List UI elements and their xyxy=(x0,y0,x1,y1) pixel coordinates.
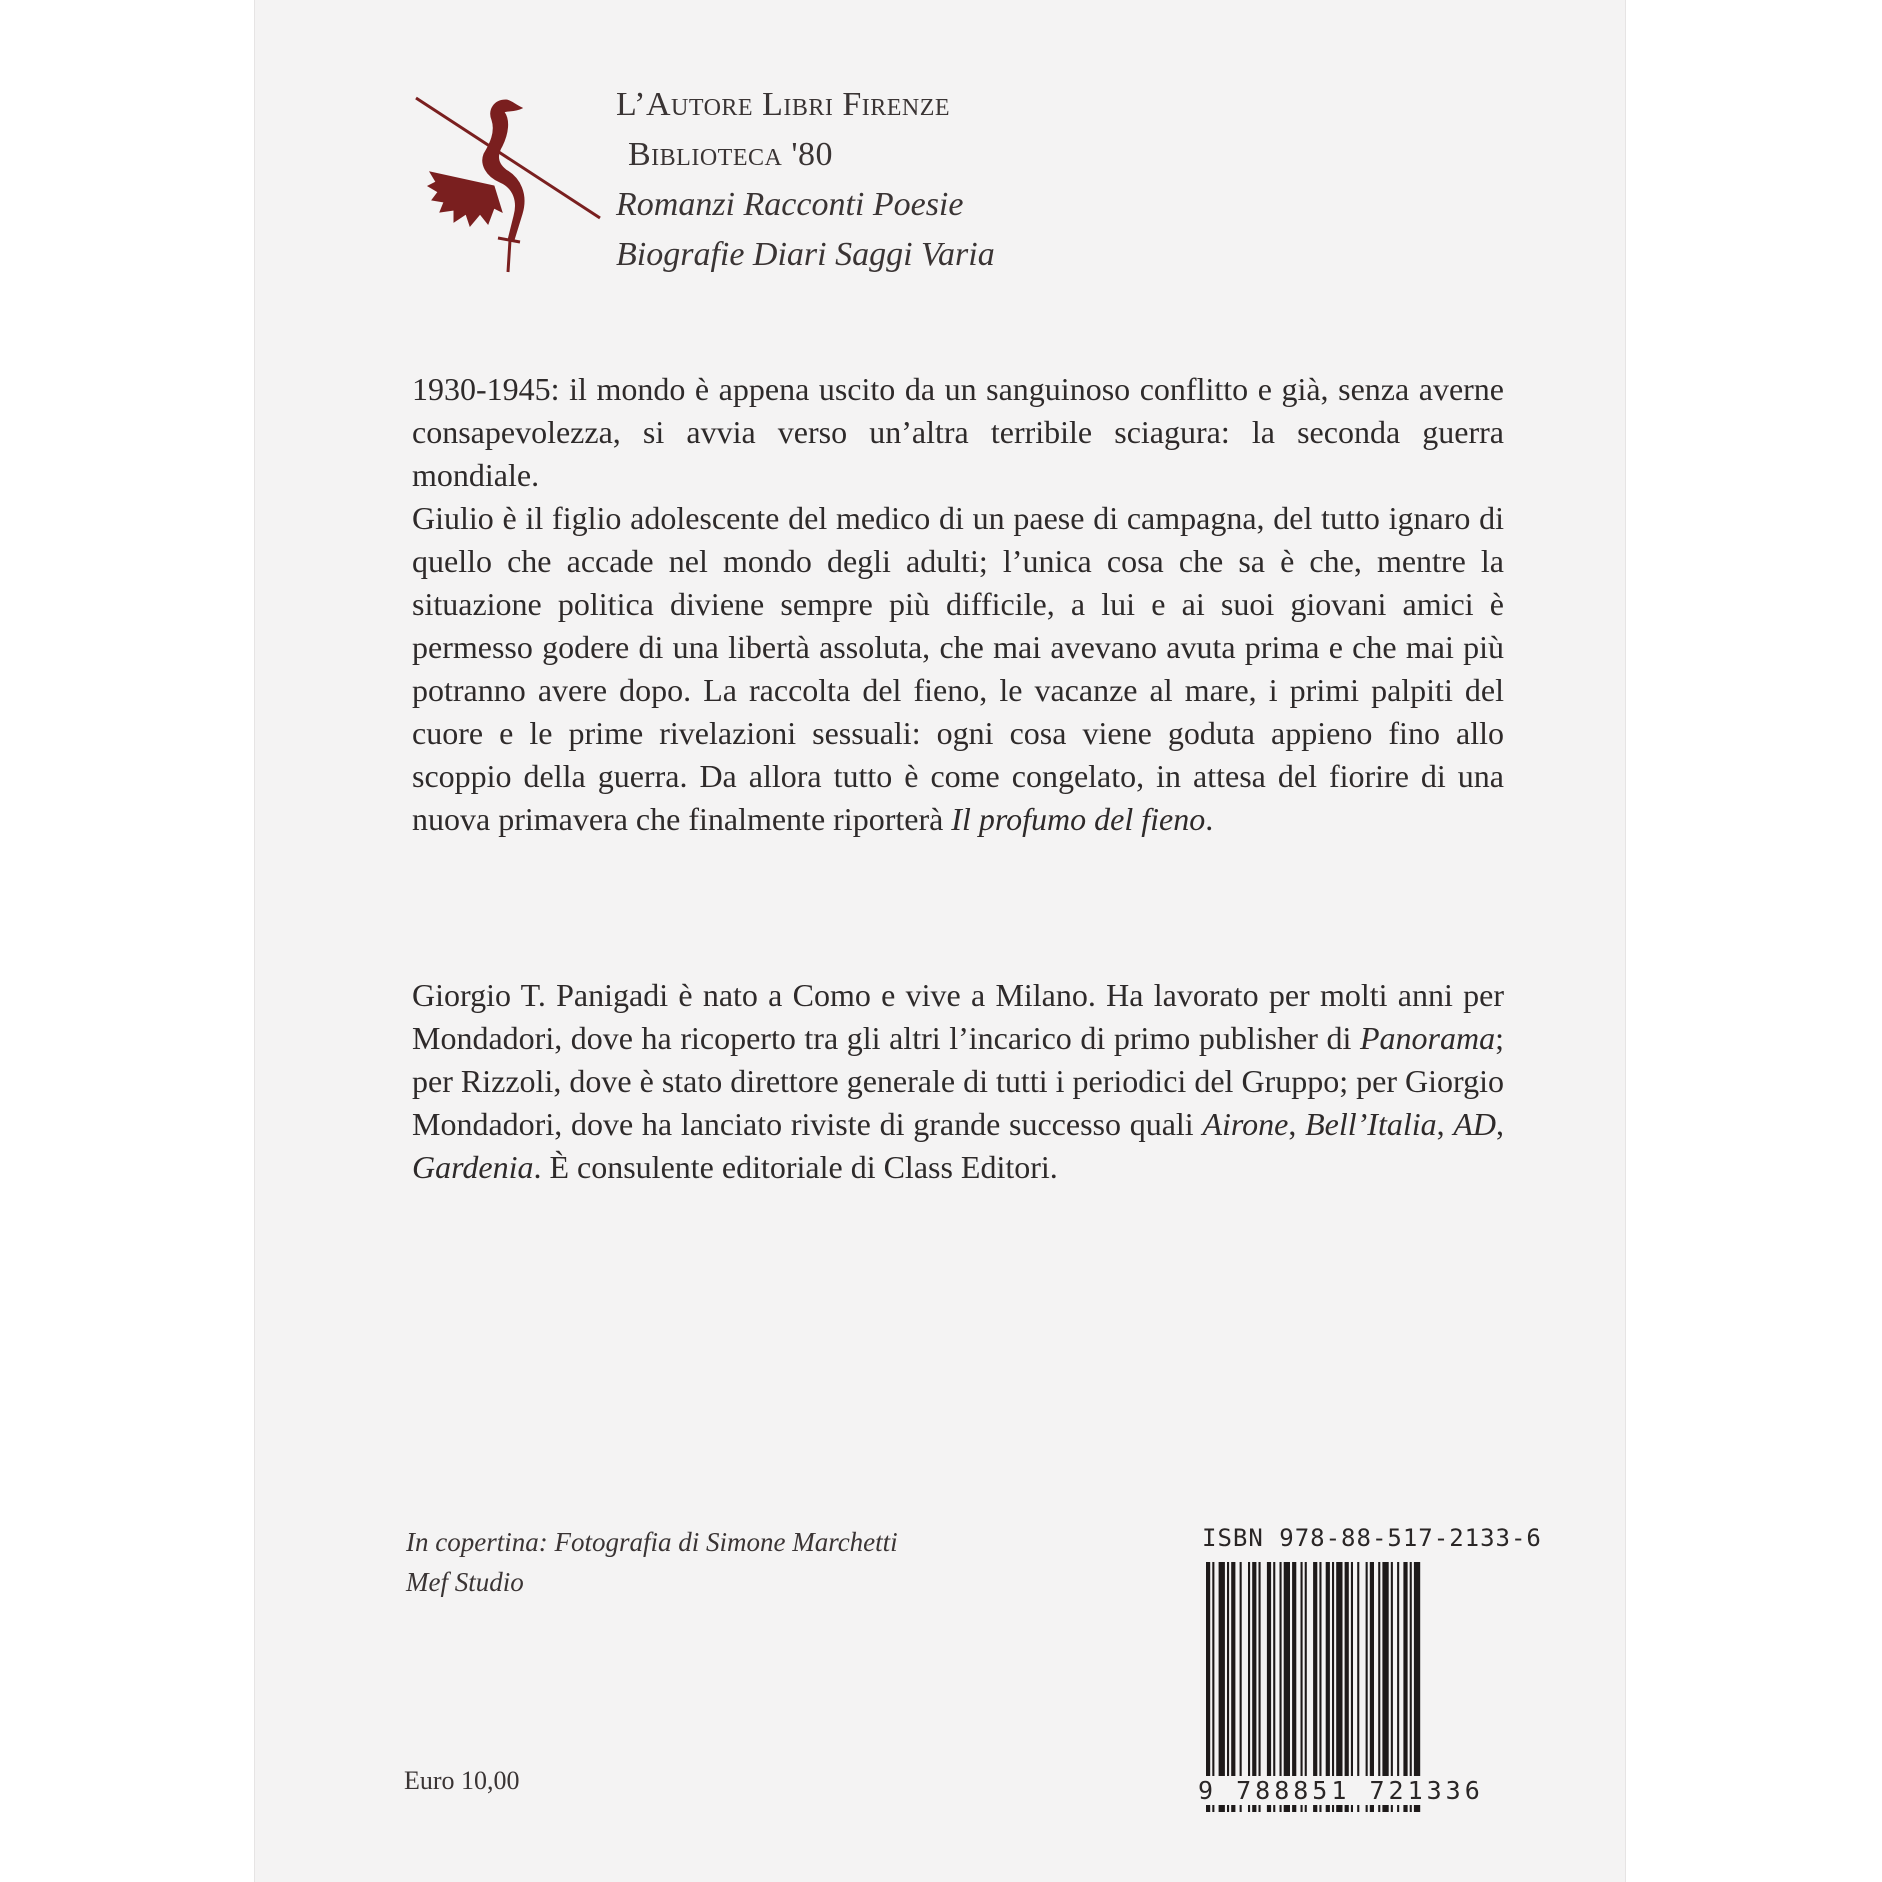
cover-credit-line-1: In copertina: Fotografia di Simone Marchetti xyxy=(406,1527,898,1557)
isbn-label: ISBN 978-88-517-2133-6 xyxy=(1202,1524,1542,1552)
barcode-bar xyxy=(1252,1562,1256,1812)
barcode-bar xyxy=(1280,1562,1282,1812)
magazine-panorama: Panorama xyxy=(1360,1020,1496,1056)
barcode-bar xyxy=(1382,1562,1388,1812)
separator: , xyxy=(1436,1106,1454,1142)
barcode-bar xyxy=(1284,1562,1290,1812)
barcode-bar xyxy=(1240,1562,1242,1812)
publisher-block xyxy=(616,80,995,280)
blurb-paragraph-1: 1930-1945: il mondo è appena uscito da un sanguinoso conflitto e già, senza averne consapevolezza, si avvia verso un’altra terribile sciagura: la seconda guerra mondiale. xyxy=(412,371,1504,493)
barcode-bar xyxy=(1351,1562,1353,1812)
cover-credit xyxy=(406,1522,898,1602)
genres-line-1: Romanzi Racconti Poesie xyxy=(616,186,964,223)
barcode-bar xyxy=(1332,1562,1334,1812)
bio-text-2: ; per Rizzoli, dove è stato direttore generale di tutti i periodici del Gruppo; per Giorgio Mondadori, dove ha lanciato riviste di grande successo quali xyxy=(412,1020,1504,1142)
isbn-digits: 9 788851 721336 xyxy=(1196,1776,1508,1805)
price-label: Euro 10,00 xyxy=(404,1766,520,1795)
barcode-bar xyxy=(1391,1562,1393,1812)
barcode-bar xyxy=(1305,1562,1307,1812)
blurb-text: Giulio è il figlio adolescente del medico di un paese di campagna, del tutto ignaro di quello che accade nel mondo degli adulti; l’unica cosa che sa è che, mentre la situazione politica diviene sempre più difficile, a lui e ai suoi giovani amici è permesso godere di una libertà assoluta, che mai avevano avuta prima e che mai più potranno avere dopo. La raccolta del fieno, le vacanze al mare, i primi palpiti del cuore e le prime rivelazioni sessuali: ogni cosa viene goduta appieno fino allo scoppio della guerra. Da allora tutto è come congelato, in attesa del fiorire di una nuova primavera che finalmente riporterà xyxy=(412,500,1504,837)
barcode-bar xyxy=(1326,1562,1330,1812)
genres-line-2: Biografie Diari Saggi Varia xyxy=(616,236,995,273)
separator: , xyxy=(1496,1106,1505,1142)
barcode-bar xyxy=(1212,1562,1214,1812)
barcode-bar xyxy=(1414,1562,1420,1812)
cover-credit-line-2: Mef Studio xyxy=(406,1567,524,1597)
barcode-bar xyxy=(1370,1562,1374,1812)
publisher-name: L’Autore Libri Firenze xyxy=(616,86,951,123)
book-title: Il profumo del fieno xyxy=(951,801,1206,837)
series-name: Biblioteca '80 xyxy=(628,136,833,173)
magazine-gardenia: Gardenia xyxy=(412,1149,534,1185)
book-blurb xyxy=(412,368,1504,841)
barcode-bar xyxy=(1248,1562,1250,1812)
magazine-airone: Airone xyxy=(1202,1106,1289,1142)
barcode xyxy=(1200,1562,1500,1812)
barcode-bar xyxy=(1206,1562,1210,1812)
barcode-bar xyxy=(1319,1562,1321,1812)
author-bio xyxy=(412,974,1504,1189)
barcode-bar xyxy=(1345,1562,1349,1812)
barcode-bar xyxy=(1403,1562,1407,1812)
barcode-bar xyxy=(1336,1562,1342,1812)
barcode-bar xyxy=(1273,1562,1275,1812)
blurb-paragraph-2 xyxy=(412,497,1504,841)
bio-text-1: Giorgio T. Panigadi è nato a Como e vive a Milano. Ha lavorato per molti anni per Mondadori, dove ha ricoperto tra gli altri l’incarico di primo publisher di xyxy=(412,977,1504,1056)
magazine-ad: AD xyxy=(1453,1106,1497,1142)
barcode-bar xyxy=(1357,1562,1359,1812)
barcode-bar xyxy=(1397,1562,1399,1812)
barcode-bar xyxy=(1227,1562,1229,1812)
blurb-end: . xyxy=(1205,801,1214,837)
barcode-bar xyxy=(1366,1562,1368,1812)
barcode-bar xyxy=(1410,1562,1412,1812)
barcode-bar xyxy=(1267,1562,1271,1812)
barcode-bar xyxy=(1292,1562,1296,1812)
barcode-bar xyxy=(1301,1562,1303,1812)
bio-text-3: . È consulente editoriale di Class Editori. xyxy=(533,1149,1058,1185)
barcode-bar xyxy=(1313,1562,1317,1812)
barcode-bar xyxy=(1259,1562,1261,1812)
heron-logo-icon xyxy=(410,90,610,280)
barcode-bar xyxy=(1378,1562,1380,1812)
barcode-bar xyxy=(1219,1562,1225,1812)
barcode-bar xyxy=(1231,1562,1235,1812)
magazine-bellitalia: Bell’Italia xyxy=(1305,1106,1437,1142)
bio-paragraph xyxy=(412,974,1504,1189)
separator: , xyxy=(1288,1106,1306,1142)
